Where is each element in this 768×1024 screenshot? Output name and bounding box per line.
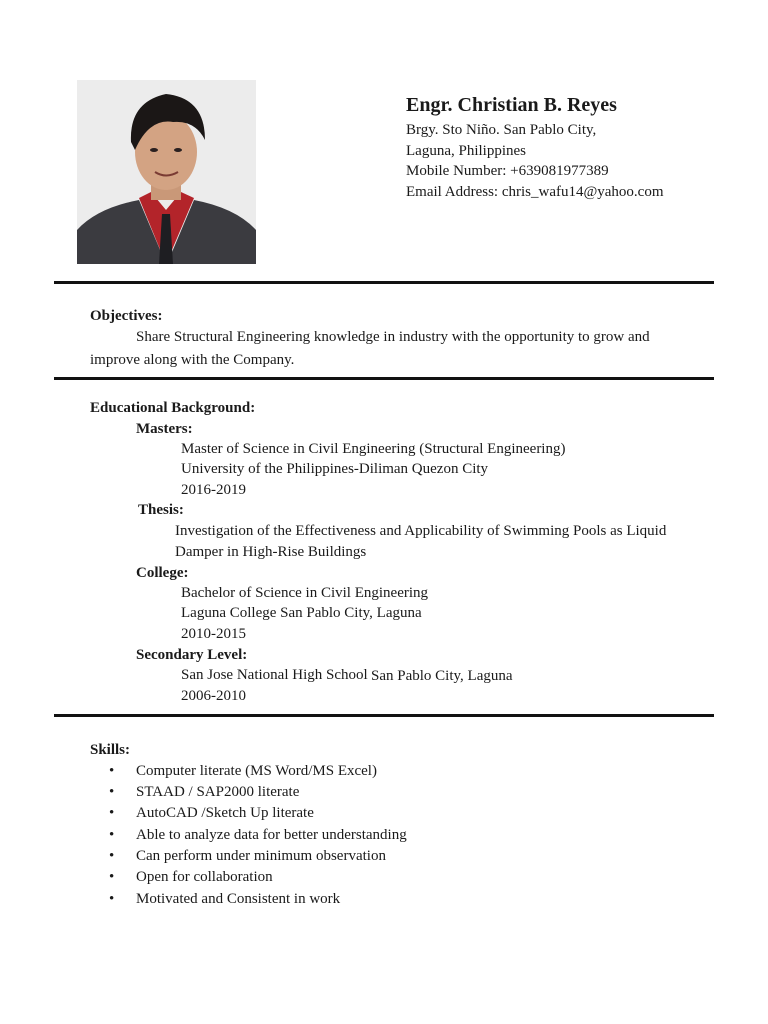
section-divider (54, 714, 714, 717)
secondary-school: San Jose National High School (181, 667, 368, 683)
education-heading: Educational Background: (90, 400, 256, 416)
masters-degree: Master of Science in Civil Engineering (Structural Engineering) (181, 441, 566, 457)
objectives-line-1: Share Structural Engineering knowledge in industry with the opportunity to grow and (136, 329, 650, 345)
college-years: 2010-2015 (181, 626, 246, 642)
address-line-1: Brgy. Sto Niño. San Pablo City, (406, 122, 597, 138)
list-item (109, 867, 273, 887)
bullet: • (109, 891, 115, 907)
college-label: College: (136, 565, 189, 581)
list-item (109, 825, 407, 845)
skill-text: Can perform under minimum observation (136, 848, 386, 864)
bullet: • (109, 827, 115, 843)
bullet: • (109, 848, 115, 864)
list-item (109, 761, 377, 781)
skill-text: STAAD / SAP2000 literate (136, 784, 300, 800)
list-item (109, 846, 386, 866)
bullet: • (109, 869, 115, 885)
skill-text: Computer literate (MS Word/MS Excel) (136, 763, 377, 779)
section-divider (54, 281, 714, 284)
skill-text: Able to analyze data for better understanding (136, 827, 407, 843)
list-item (109, 889, 341, 909)
profile-photo (77, 80, 256, 264)
skills-list (109, 761, 696, 921)
bullet: • (109, 805, 115, 821)
college-school: Laguna College San Pablo City, Laguna (181, 605, 422, 621)
thesis-line-2: Damper in High-Rise Buildings (175, 544, 367, 560)
secondary-years: 2006-2010 (181, 688, 246, 704)
address-line-2: Laguna, Philippines (406, 143, 526, 159)
objectives-line-2: improve along with the Company. (90, 352, 295, 368)
bullet: • (109, 763, 115, 779)
list-item (109, 782, 300, 802)
masters-label: Masters: (136, 421, 193, 437)
masters-school: University of the Philippines-Diliman Quezon City (181, 461, 489, 477)
skill-text: Open for collaboration (136, 869, 273, 885)
skill-text: AutoCAD /Sketch Up literate (136, 805, 314, 821)
skills-heading: Skills: (90, 742, 131, 758)
masters-years: 2016-2019 (181, 482, 246, 498)
thesis-line-1: Investigation of the Effectiveness and Applicability of Swimming Pools as Liquid (175, 523, 667, 539)
list-item (109, 803, 314, 823)
section-divider (54, 377, 714, 380)
objectives-heading: Objectives: (90, 308, 163, 324)
secondary-location: San Pablo City, Laguna (371, 668, 513, 684)
email-address: Email Address: chris_wafu14@yahoo.com (406, 184, 664, 200)
secondary-label: Secondary Level: (136, 647, 248, 663)
skill-text: Motivated and Consistent in work (136, 891, 341, 907)
candidate-name: Engr. Christian B. Reyes (406, 94, 617, 116)
mobile-number: Mobile Number: +639081977389 (406, 163, 609, 179)
thesis-label: Thesis: (138, 502, 184, 518)
bullet: • (109, 784, 115, 800)
college-degree: Bachelor of Science in Civil Engineering (181, 585, 429, 601)
